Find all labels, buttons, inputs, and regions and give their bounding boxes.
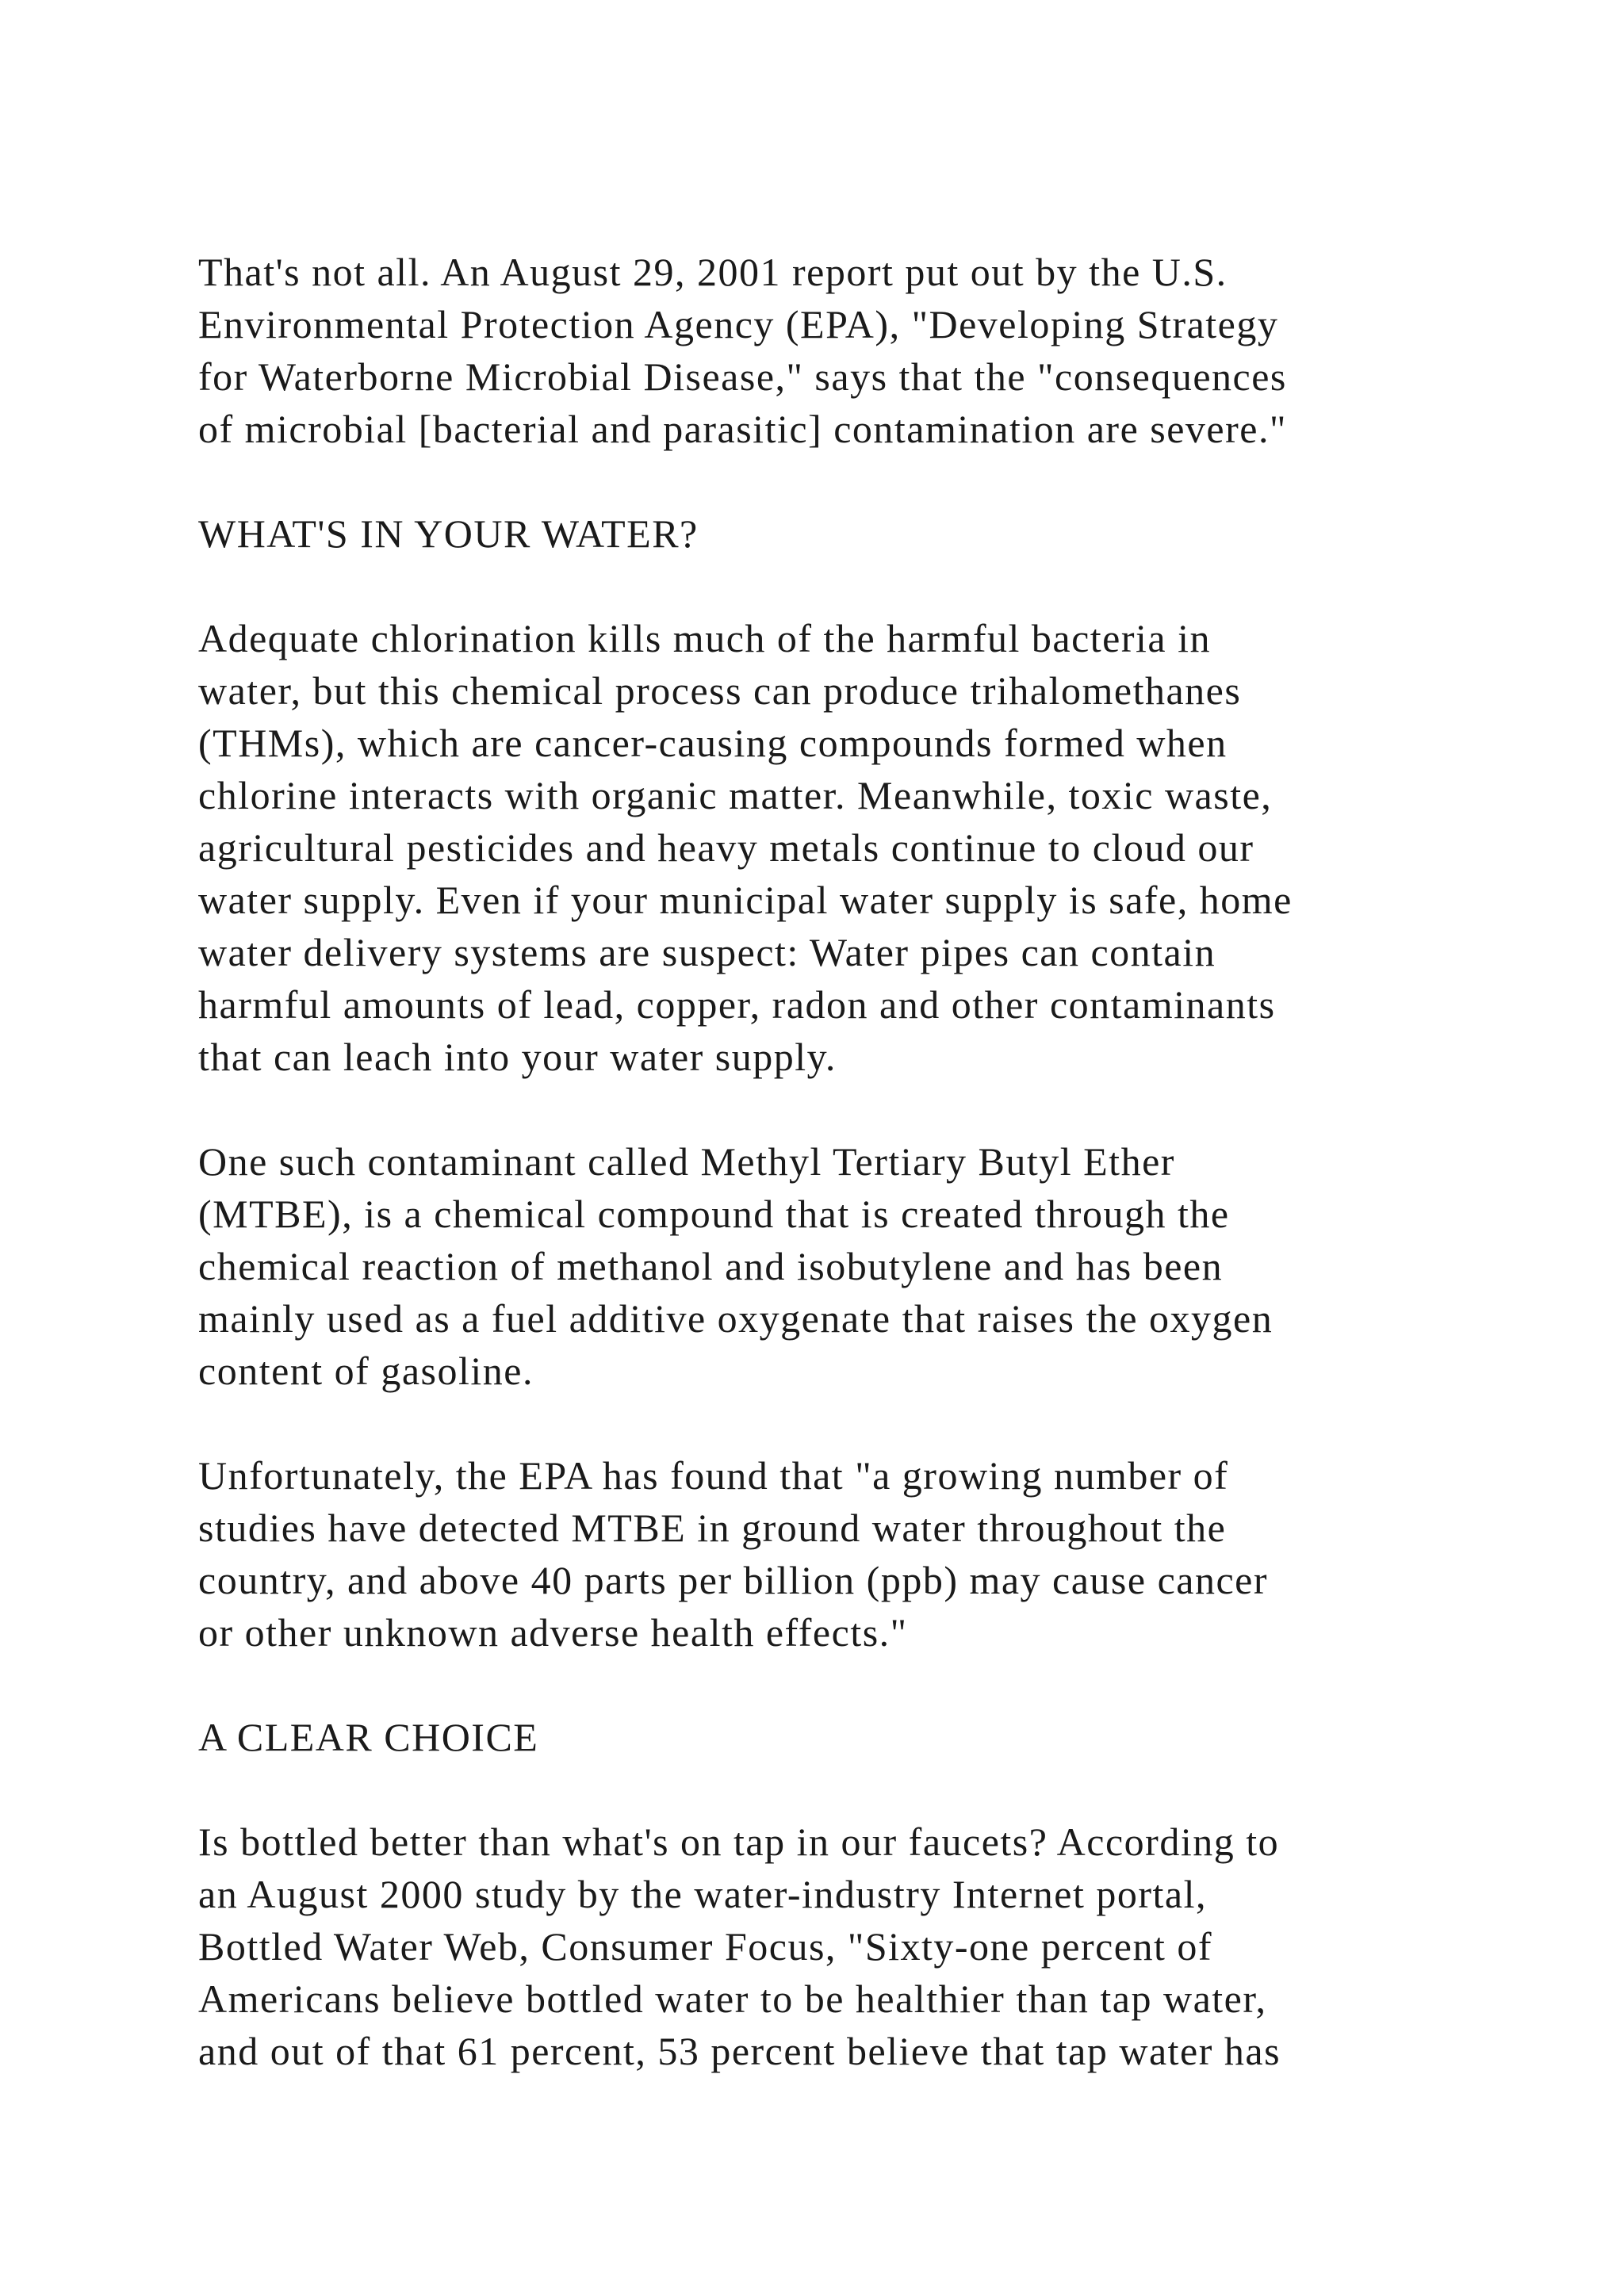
paragraph-chlorination [198,612,1483,1083]
text-line: Unfortunately, the EPA has found that "a growing number of [198,1453,1229,1498]
paragraph-bottled-vs-tap [198,1816,1483,2077]
text-line: chemical reaction of methanol and isobutylene and has been [198,1244,1224,1288]
text-line: One such contaminant called Methyl Tertiary Butyl Ether [198,1139,1175,1184]
text-line: agricultural pesticides and heavy metals continue to cloud our [198,825,1254,870]
text-line: Americans believe bottled water to be healthier than tap water, [198,1976,1267,2021]
text-line: and out of that 61 percent, 53 percent believe that tap water has [198,2029,1281,2073]
text-line: studies have detected MTBE in ground water throughout the [198,1506,1227,1550]
text-line: mainly used as a fuel additive oxygenate that raises the oxygen [198,1296,1274,1341]
text-line: (MTBE), is a chemical compound that is created through the [198,1192,1230,1236]
paragraph-spacer [198,1083,1483,1135]
section-heading-whats-in-your-water: WHAT'S IN YOUR WATER? [198,511,699,556]
text-line: that can leach into your water supply. [198,1035,837,1079]
paragraph-mtbe [198,1135,1483,1397]
text-line: harmful amounts of lead, copper, radon and other contaminants [198,982,1276,1027]
text-line: water delivery systems are suspect: Water pipes can contain [198,930,1216,974]
text-line: Is bottled better than what's on tap in our faucets? According to [198,1820,1280,1864]
paragraph-spacer [198,1763,1483,1816]
text-line: Adequate chlorination kills much of the harmful bacteria in [198,616,1212,660]
text-line: water, but this chemical process can produce trihalomethanes [198,668,1242,713]
paragraph-spacer [198,1659,1483,1711]
text-line: water supply. Even if your municipal water supply is safe, home [198,878,1293,922]
text-line: for Waterborne Microbial Disease," says that the "consequences [198,354,1287,399]
text-line: content of gasoline. [198,1349,534,1393]
text-line: of microbial [bacterial and parasitic] contamination are severe." [198,407,1287,451]
paragraph-spacer [198,1397,1483,1449]
text-line: (THMs), which are cancer-causing compounds formed when [198,721,1228,765]
text-line: or other unknown adverse health effects." [198,1610,908,1655]
text-line: That's not all. An August 29, 2001 report put out by the U.S. [198,250,1228,294]
paragraph-spacer [198,560,1483,612]
paragraph-epa-findings [198,1449,1483,1659]
text-line: an August 2000 study by the water-industry Internet portal, [198,1872,1207,1916]
text-line: chlorine interacts with organic matter. Meanwhile, toxic waste, [198,773,1273,817]
paragraph-report-intro [198,246,1483,455]
text-line: Bottled Water Web, Consumer Focus, "Sixty-one percent of [198,1924,1213,1969]
document-body [198,246,1483,2077]
paragraph-spacer [198,455,1483,507]
text-line: Environmental Protection Agency (EPA), "Developing Strategy [198,302,1279,346]
text-line: country, and above 40 parts per billion (ppb) may cause cancer [198,1558,1269,1602]
section-heading-a-clear-choice: A CLEAR CHOICE [198,1715,539,1759]
